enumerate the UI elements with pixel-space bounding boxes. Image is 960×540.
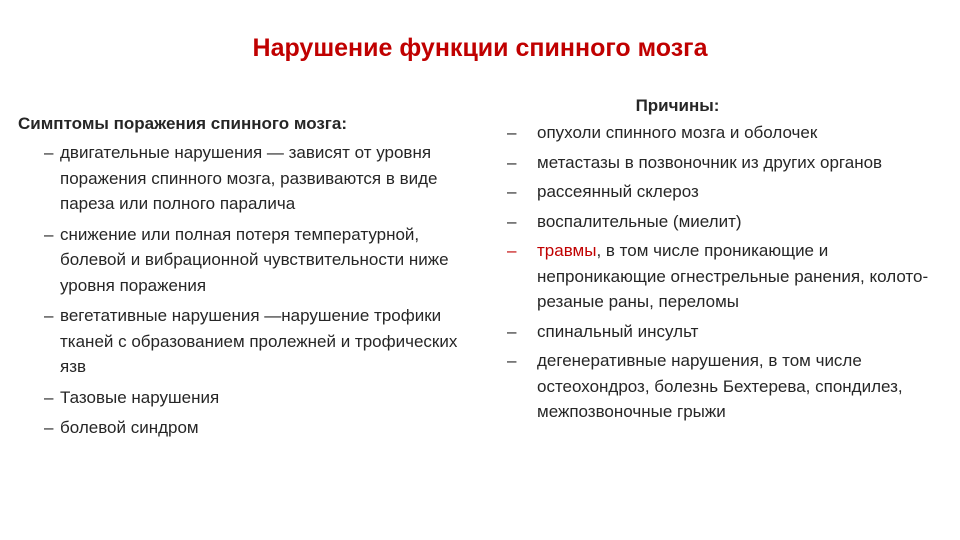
list-item: [18, 222, 468, 299]
dash-bullet: –: [507, 211, 517, 231]
list-item: [505, 209, 945, 235]
list-item: [18, 303, 468, 380]
symptom-text: вегетативные нарушения —нарушение трофики тканей с образованием пролежней и трофических язв: [60, 306, 458, 376]
cause-text: метастазы в позвоночник из других органов: [537, 152, 883, 172]
dash-bullet: –: [44, 387, 54, 407]
symptom-text: болевой синдром: [60, 418, 199, 437]
symptom-text: двигательные нарушения — зависят от уровня поражения спинного мозга, развиваются в виде пареза или полного паралича: [60, 143, 438, 213]
causes-heading: Причины:: [635, 96, 720, 115]
list-item: [505, 150, 945, 176]
cause-rest: , в том числе проникающие и непроникающие огнестрельные ранения, колото-резаные раны, переломы: [537, 241, 929, 311]
symptoms-list: [18, 140, 468, 441]
cause-text: воспалительные (миелит): [537, 211, 742, 231]
list-item: [18, 385, 468, 411]
symptom-text: снижение или полная потеря температурной, болевой и вибрационной чувствительности ниже уровня поражения: [60, 224, 449, 295]
causes-section: [505, 96, 945, 429]
symptom-text: Тазовые нарушения: [60, 387, 220, 407]
cause-highlight: травмы: [537, 241, 597, 260]
list-item: [18, 140, 468, 217]
dash-bullet: –: [507, 351, 517, 370]
list-item: [505, 348, 945, 425]
list-item: [505, 179, 945, 205]
dash-bullet: –: [44, 306, 54, 325]
slide-title: Нарушение функции спинного мозга: [252, 34, 708, 62]
list-item: [505, 319, 945, 345]
causes-list: [505, 120, 945, 425]
dash-bullet: –: [44, 418, 54, 437]
dash-bullet: –: [507, 123, 517, 142]
cause-text: дегенеративные нарушения, в том числе остеохондроз, болезнь Бехтерева, спондилез, межпозвоночные грыжи: [537, 351, 903, 421]
list-item: [505, 238, 945, 315]
dash-bullet: –: [507, 152, 517, 172]
dash-bullet: –: [507, 321, 517, 341]
dash-bullet: –: [507, 182, 517, 201]
symptoms-heading: Симптомы поражения спинного мозга:: [18, 114, 348, 133]
list-item: [505, 120, 945, 146]
symptoms-section: [18, 114, 468, 446]
cause-text: спинальный инсульт: [537, 321, 699, 341]
dash-bullet: –: [44, 143, 54, 162]
list-item: [18, 415, 468, 441]
dash-bullet: –: [507, 241, 517, 260]
cause-text: рассеянный склероз: [537, 182, 699, 201]
dash-bullet: –: [44, 224, 54, 244]
cause-text: опухоли спинного мозга и оболочек: [537, 123, 818, 142]
